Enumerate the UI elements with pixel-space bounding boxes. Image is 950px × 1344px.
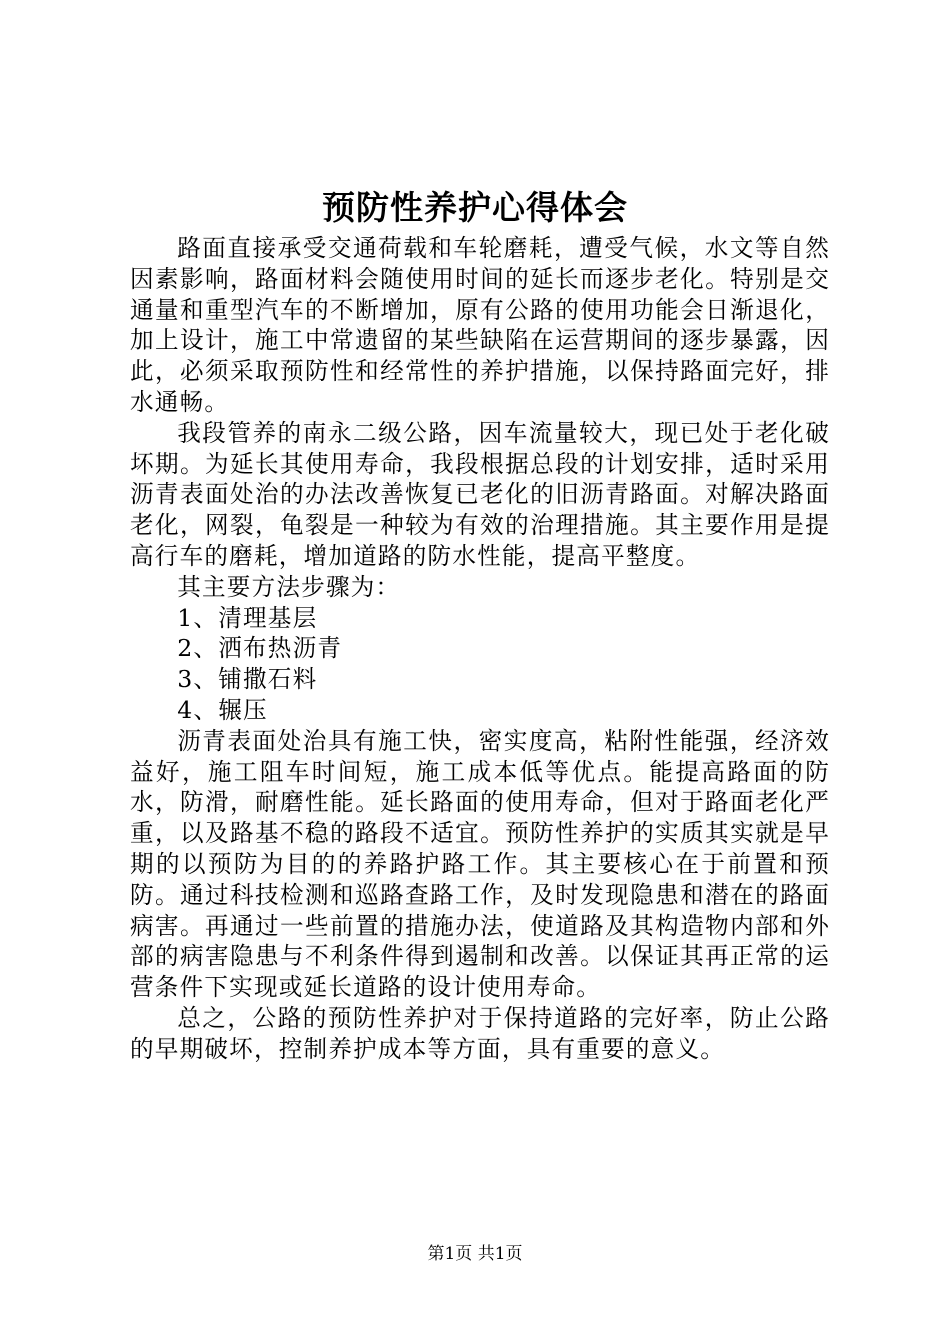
list-item: 4、辗压 xyxy=(177,695,268,724)
paragraph-project: 我段管养的南永二级公路，因车流量较大，现已处于老化破坏期。为延长其使用寿命，我段根据总段的计划安排，适时采用沥青表面处治的办法改善恢复已老化的旧沥青路面。对解决路面老化，网裂，龟裂是一种较为有效的治理措施。其主要作用是提高行车的磨耗，增加道路的防水性能，提高平整度。 xyxy=(130,418,830,570)
page-title: 预防性养护心得体会 xyxy=(322,188,628,227)
list-item: 3、铺撒石料 xyxy=(177,665,318,694)
paragraph-steps-heading: 其主要方法步骤为： xyxy=(177,572,401,601)
document-body xyxy=(130,233,830,1065)
paragraph-advantages: 沥青表面处治具有施工快，密实度高，粘附性能强，经济效益好，施工阻车时间短，施工成本低等优点。能提高路面的防水，防滑，耐磨性能。延长路面的使用寿命，但对于路面老化严重，以及路基不稳的路段不适宜。预防性养护的实质其实就是早期的以预防为目的的养路护路工作。其主要核心在于前置和预防。通过科技检测和巡路查路工作，及时发现隐患和潜在的路面病害。再通过一些前置的措施办法，使道路及其构造物内部和外部的病害隐患与不利条件得到遏制和改善。以保证其再正常的运营条件下实现或延长道路的设计使用寿命。 xyxy=(130,726,830,1002)
page-footer: 第1页 共1页 xyxy=(427,1244,523,1264)
paragraph-conclusion: 总之，公路的预防性养护对于保持道路的完好率，防止公路的早期破坏，控制养护成本等方面，具有重要的意义。 xyxy=(130,1003,830,1063)
paragraph-intro: 路面直接承受交通荷载和车轮磨耗，遭受气候，水文等自然因素影响，路面材料会随使用时间的延长而逐步老化。特别是交通量和重型汽车的不断增加，原有公路的使用功能会日渐退化，加上设计，施工中常遗留的某些缺陷在运营期间的逐步暴露，因此，必须采取预防性和经常性的养护措施，以保持路面完好，排水通畅。 xyxy=(130,234,830,416)
list-item: 1、清理基层 xyxy=(177,603,318,632)
list-item: 2、洒布热沥青 xyxy=(177,634,343,663)
